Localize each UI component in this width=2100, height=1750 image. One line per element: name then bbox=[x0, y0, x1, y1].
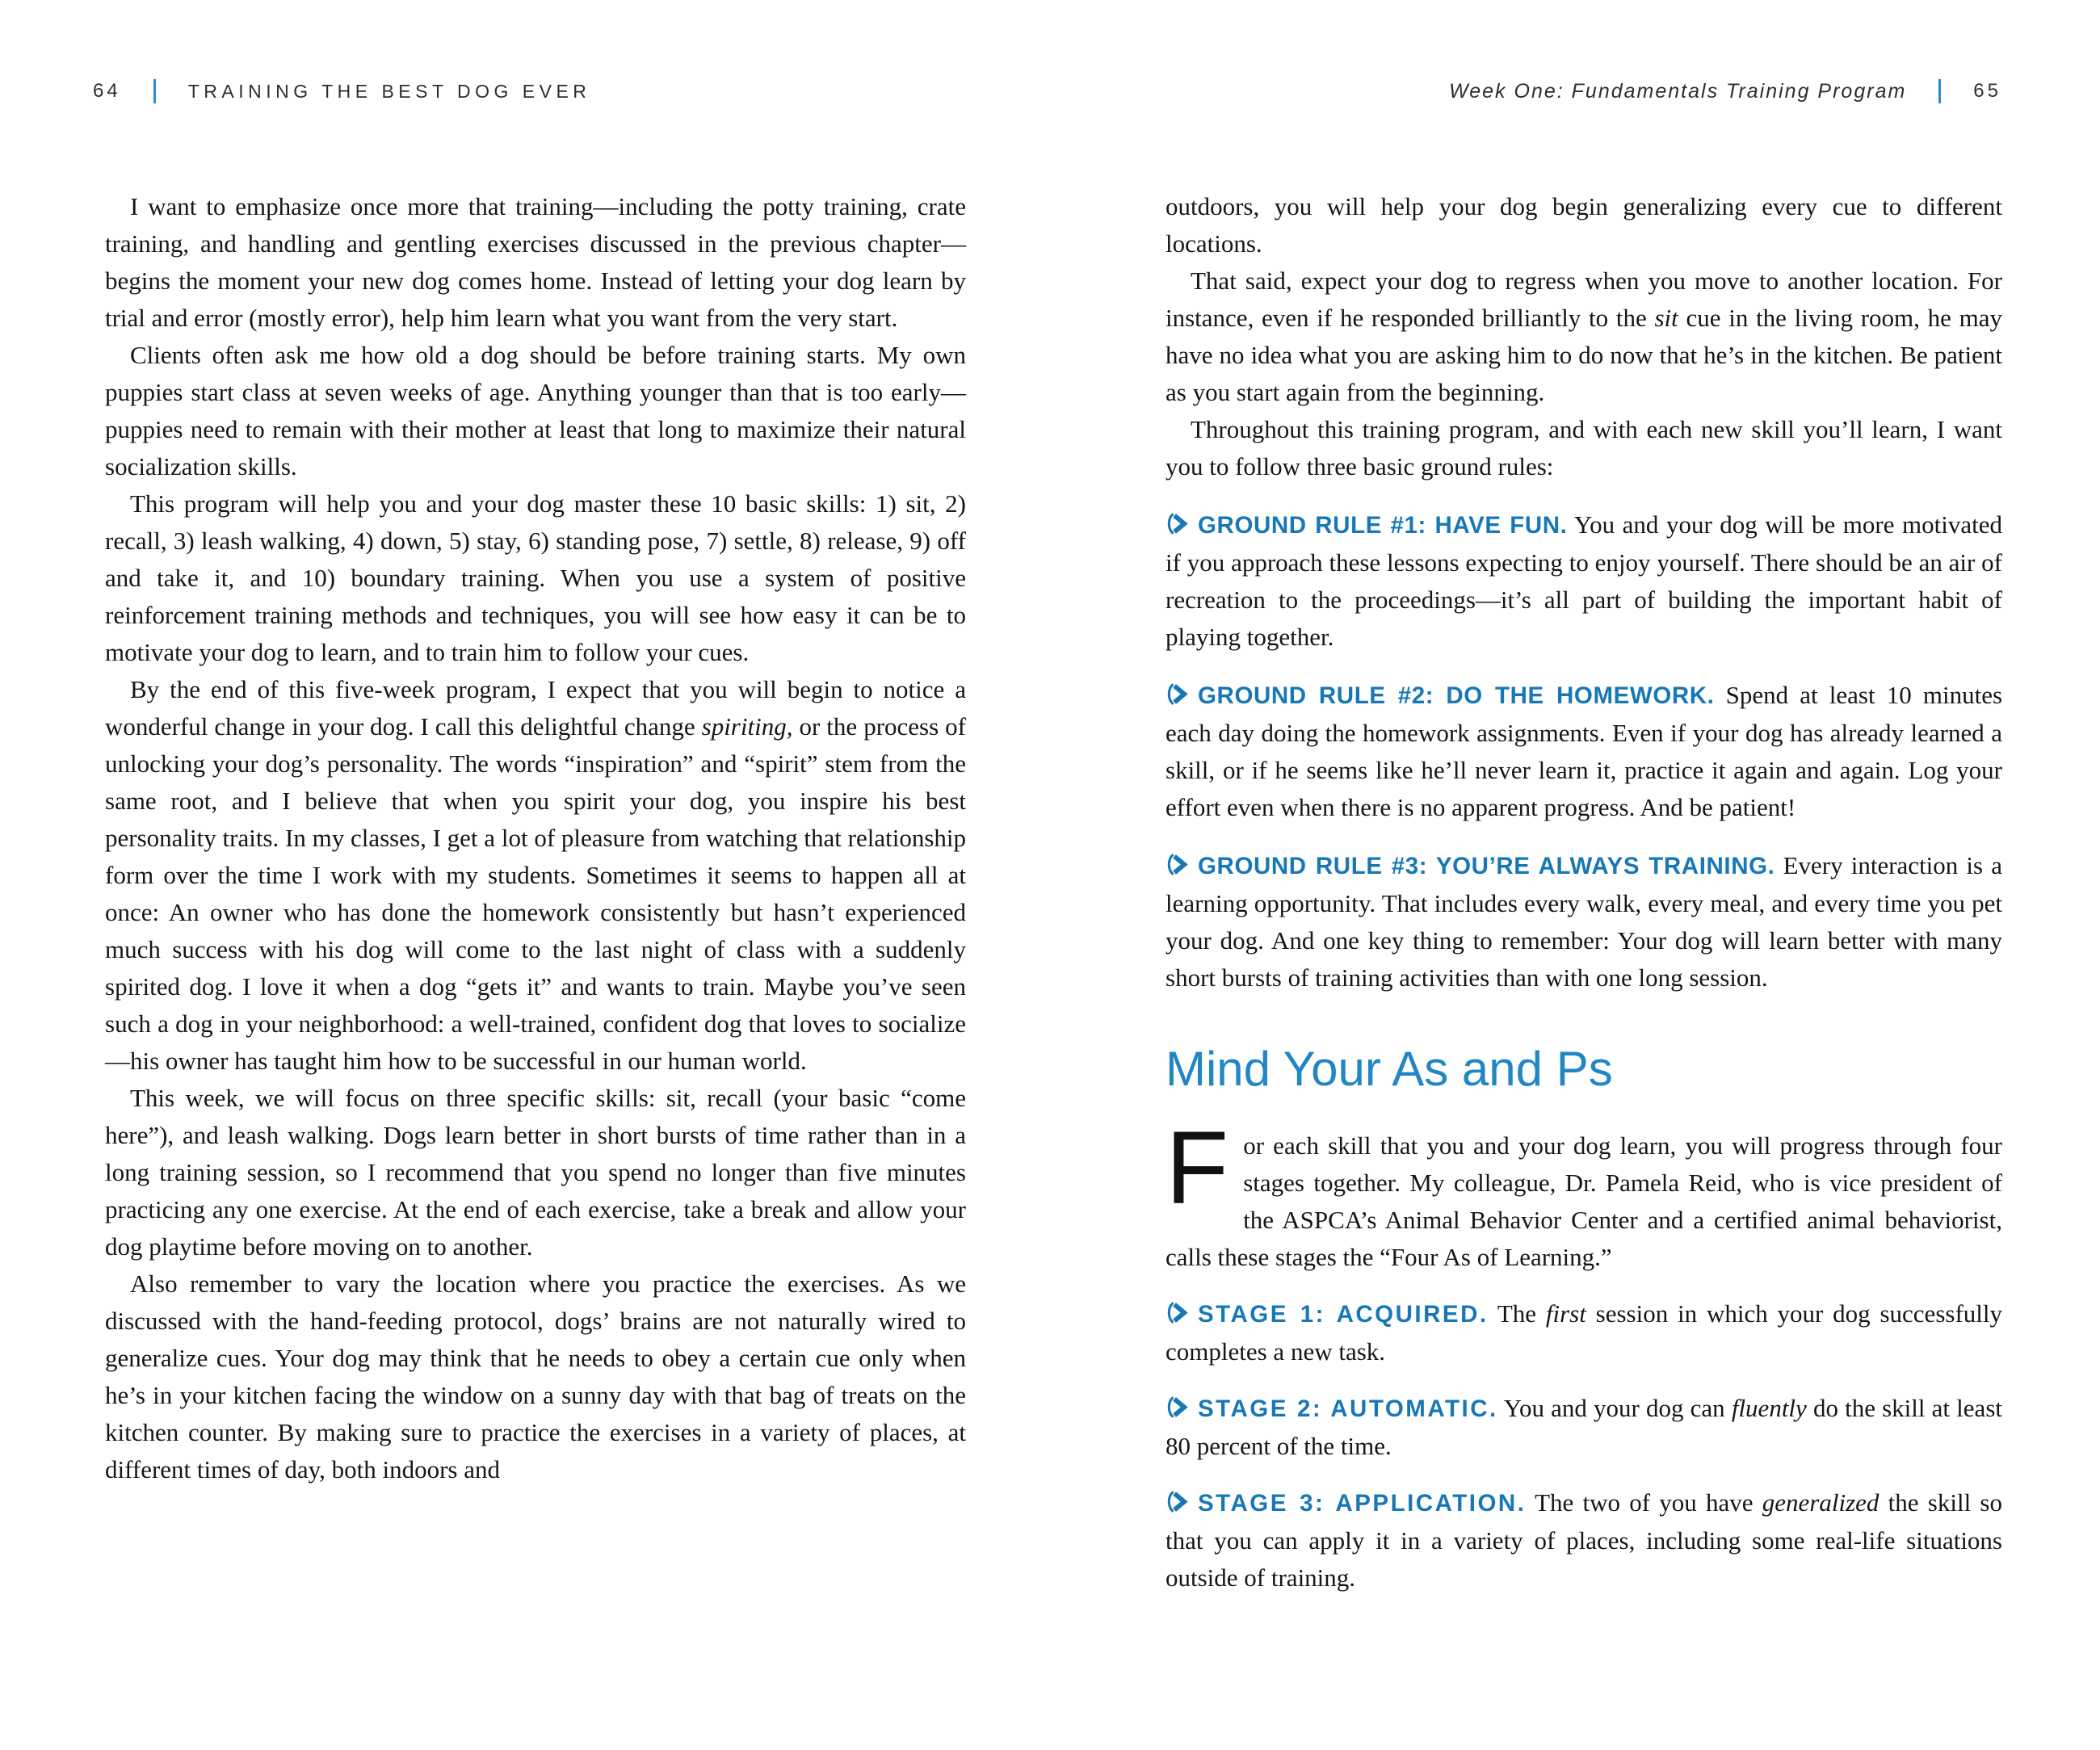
right-page-text-column bbox=[1166, 188, 2002, 1597]
rule-label: STAGE 2: AUTOMATIC. bbox=[1198, 1395, 1498, 1422]
paragraph bbox=[105, 485, 966, 671]
text-segment: cue in the living room, he may have no idea what you are asking him to do now that he’s in the kitchen. Be patient as you start again from the beginning. bbox=[1166, 304, 2002, 406]
ground-rule-item bbox=[1166, 506, 2002, 656]
page-number-left: 64 bbox=[93, 80, 121, 102]
header-divider-bar bbox=[1938, 79, 1941, 103]
text-segment: or each skill that you and your dog learn, you will progress through four stages together. My colleague, Dr. Pamela Reid, who is vice president of the ASPCA’s Animal Behavior Center and a certified animal behaviorist, calls these stages the “Four As of Learning.” bbox=[1166, 1131, 2002, 1271]
rule-label: GROUND RULE #2: DO THE HOMEWORK. bbox=[1198, 682, 1715, 709]
text-segment: Also remember to vary the location where you practice the exercises. As we discussed with the hand-feeding protocol, dogs’ brains are not naturally wired to generalize cues. Your dog may think that he needs to obey a certain cue only when he’s in your kitchen facing the window on a sunny day with that bag of treats on the kitchen counter. By making sure to practice the exercises in a variety of places, at different times of day, both indoors and bbox=[105, 1269, 966, 1484]
text-segment: outdoors, you will help your dog begin generalizing every cue to different locations. bbox=[1166, 192, 2002, 258]
arrow-circle-icon bbox=[1166, 512, 1189, 535]
stage-item bbox=[1166, 1390, 2002, 1465]
paragraph bbox=[105, 1265, 966, 1488]
left-page-header bbox=[93, 79, 590, 103]
text-segment: generalized bbox=[1762, 1488, 1880, 1517]
paragraph bbox=[1166, 411, 2002, 485]
text-segment: By the end of this five-week program, I expect that you will begin to notice a wonderful change in your dog. I call this delightful change bbox=[105, 675, 966, 741]
text-segment: do the skill at least 80 percent of the time. bbox=[1166, 1394, 2002, 1460]
text-segment: first bbox=[1545, 1299, 1586, 1328]
arrow-circle-icon bbox=[1166, 853, 1189, 876]
text-segment: That said, expect your dog to regress when you move to another location. For instance, even if he responded brilliantly to the bbox=[1166, 266, 2002, 332]
text-segment: Every interaction is a learning opportunity. That includes every walk, every meal, and every time you pet your dog. And one key thing to remember: Your dog will learn better with many short bursts of training activities than with one long session. bbox=[1166, 851, 2002, 992]
paragraph bbox=[105, 1080, 966, 1265]
ground-rule-item bbox=[1166, 847, 2002, 997]
stage-item bbox=[1166, 1295, 2002, 1370]
paragraph bbox=[1166, 188, 2002, 262]
text-segment: session in which your dog successfully completes a new task. bbox=[1166, 1299, 2002, 1366]
right-running-title: Week One: Fundamentals Training Program bbox=[1449, 79, 1907, 103]
text-segment: sit bbox=[1654, 304, 1678, 332]
paragraph bbox=[105, 671, 966, 1080]
text-segment: This program will help you and your dog master these 10 basic skills: 1) sit, 2) recall, 3) leash walking, 4) down, 5) stay, 6) standing pose, 7) settle, 8) release, 9) off and take it, and 10) boundary training. When you use a system of positive reinforcement training methods and techniques, you will see how easy it can be to motivate your dog to learn, and to train him to follow your cues. bbox=[105, 489, 966, 666]
right-intro-paragraphs bbox=[1166, 188, 2002, 485]
left-page-text-column bbox=[105, 188, 966, 1488]
rule-label: STAGE 3: APPLICATION. bbox=[1198, 1490, 1527, 1517]
text-segment: The two of you have bbox=[1535, 1488, 1762, 1517]
drop-cap: F bbox=[1166, 1110, 1229, 1226]
ground-rule-item bbox=[1166, 677, 2002, 826]
ground-rules-list bbox=[1166, 506, 2002, 997]
lead-paragraph bbox=[1166, 1110, 2002, 1276]
paragraph bbox=[105, 188, 966, 337]
section-heading: Mind Your As and Ps bbox=[1166, 1042, 1613, 1096]
arrow-circle-icon bbox=[1166, 682, 1189, 706]
text-segment: fluently bbox=[1731, 1394, 1807, 1422]
text-segment: You and your dog will be more motivated if you approach these lessons expecting to enjoy yourself. There should be an air of recreation to the proceedings—it’s all part of building the important habit of playing together. bbox=[1166, 510, 2002, 651]
arrow-circle-icon bbox=[1166, 1490, 1189, 1513]
right-page-header bbox=[1449, 79, 2001, 103]
text-segment: I want to emphasize once more that training—including the potty training, crate training, and handling and gentling exercises discussed in the previous chapter—begins the moment your new dog comes home. Instead of letting your dog learn by trial and error (mostly error), help him learn what you want from the very start. bbox=[105, 192, 966, 332]
arrow-circle-icon bbox=[1166, 1395, 1189, 1419]
arrow-circle-icon bbox=[1166, 1301, 1189, 1324]
text-segment: The bbox=[1497, 1299, 1546, 1328]
stages-list bbox=[1166, 1295, 2002, 1597]
text-segment: or the process of unlocking your dog’s personality. The words “inspiration” and “spirit” stem from the same root, and I believe that when you spirit your dog, you inspire his best personality traits. In my classes, I get a lot of pleasure from watching that relationship form over the time I work with my students. Sometimes it seems to happen all at once: An owner who has done the homework consistently but hasn’t experienced much success with his dog will come to the last night of class with a suddenly spirited dog. I love it when a dog “gets it” and wants to train. Maybe you’ve seen such a dog in your neighborhood: a well-trained, confident dog that loves to socialize—his owner has taught him how to be successful in our human world. bbox=[105, 712, 966, 1075]
text-segment: the skill so that you can apply it in a variety of places, including some real-life situations outside of training. bbox=[1166, 1488, 2002, 1592]
rule-label: STAGE 1: ACQUIRED. bbox=[1198, 1301, 1489, 1328]
text-segment: This week, we will focus on three specific skills: sit, recall (your basic “come here”), and leash walking. Dogs learn better in short bursts of time rather than in a long training session, so I recommend that you spend no longer than five minutes practicing any one exercise. At the end of each exercise, take a break and allow your dog playtime before moving on to another. bbox=[105, 1084, 966, 1261]
text-segment: Clients often ask me how old a dog should be before training starts. My own puppies start class at seven weeks of age. Anything younger than that is too early—puppies need to remain with their mother at least that long to maximize their natural socialization skills. bbox=[105, 341, 966, 481]
lead-paragraph-text bbox=[1166, 1110, 2002, 1271]
rule-label: GROUND RULE #3: YOU’RE ALWAYS TRAINING. bbox=[1198, 853, 1775, 879]
text-segment: You and your dog can bbox=[1503, 1394, 1732, 1422]
page-number-right: 65 bbox=[1973, 80, 2001, 102]
left-running-title: TRAINING THE BEST DOG EVER bbox=[187, 80, 591, 102]
stage-item bbox=[1166, 1484, 2002, 1597]
text-segment: spiriting, bbox=[701, 712, 793, 741]
paragraph bbox=[105, 337, 966, 485]
paragraph bbox=[1166, 262, 2002, 411]
text-segment: Throughout this training program, and with each new skill you’ll learn, I want you to follow three basic ground rules: bbox=[1166, 415, 2002, 481]
text-segment: Spend at least 10 minutes each day doing the homework assignments. Even if your dog has already learned a skill, or if he seems like he’ll never learn it, practice it again and again. Log your effort even when there is no apparent progress. And be patient! bbox=[1166, 681, 2003, 821]
rule-label: GROUND RULE #1: HAVE FUN. bbox=[1198, 512, 1568, 539]
header-divider-bar bbox=[153, 79, 156, 103]
